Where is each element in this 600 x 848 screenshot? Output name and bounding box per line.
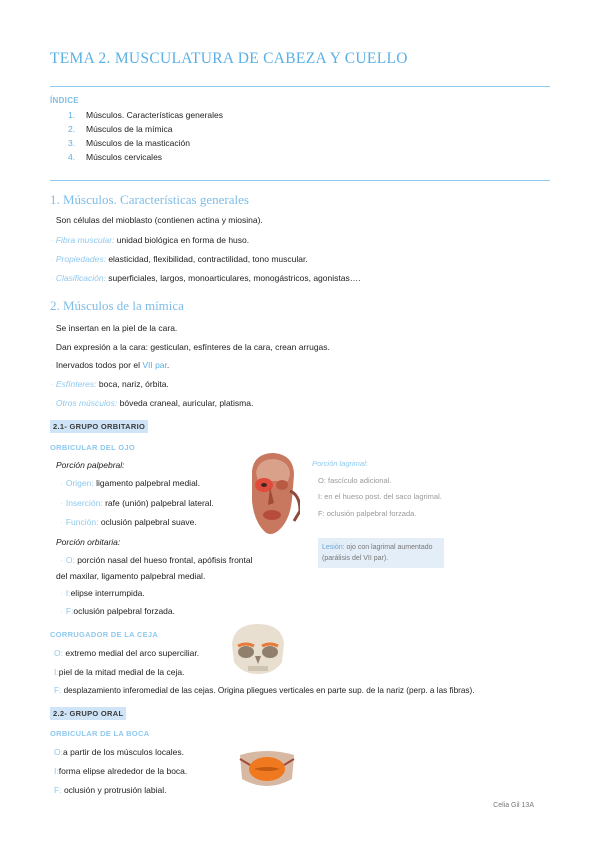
text-line: · I:elipse interrumpida. bbox=[60, 588, 145, 598]
lesion-note: Lesión: ojo con lagrimal aumentado (parálisis del VII par). bbox=[318, 538, 444, 568]
text-line: I: en el hueso post. del saco lagrimal. bbox=[318, 492, 442, 501]
text-line: · Inserción: rafe (unión) palpebral lateral. bbox=[60, 498, 214, 508]
text-line: · Son células del mioblasto (contienen actina y miosina). bbox=[50, 215, 263, 225]
vii-par-link: VII par bbox=[142, 360, 167, 370]
portion-label: Porción lagrimal: bbox=[312, 459, 368, 468]
text-line: F: oclusión palpebral forzada. bbox=[318, 509, 417, 518]
text-line: · Otros músculos: bóveda craneal, auricular, platisma. bbox=[50, 398, 254, 408]
text-line: O: extremo medial del arco superciliar. bbox=[54, 648, 200, 658]
portion-label: Porción palpebral: bbox=[56, 460, 125, 470]
text-line: · Función: oclusión palpebral suave. bbox=[60, 517, 197, 527]
text-line: · Propiedades: elasticidad, flexibilidad, contractilidad, tono muscular. bbox=[50, 254, 308, 264]
mouth-muscle-image bbox=[236, 749, 298, 789]
footer-author: Celia Gil 13A bbox=[493, 802, 534, 809]
section-heading: 2. Músculos de la mímica bbox=[50, 298, 184, 313]
text-line: · O: porción nasal del hueso frontal, apófisis frontal bbox=[60, 555, 253, 565]
divider bbox=[50, 86, 550, 87]
group-heading: 2.1- GRUPO ORBITARIO bbox=[50, 420, 148, 433]
text-line: · Se insertan en la piel de la cara. bbox=[50, 323, 178, 333]
group-heading: 2.2- GRUPO ORAL bbox=[50, 707, 126, 720]
text-line: · Fibra muscular: unidad biológica en forma de huso. bbox=[50, 235, 250, 245]
text-line: · Esfínteres: boca, nariz, órbita. bbox=[50, 379, 169, 389]
text-line: · Clasificación: superficiales, largos, monoarticulares, monogástricos, agonistas…. bbox=[50, 273, 361, 283]
text-line: F: oclusión y protrusión labial. bbox=[54, 785, 167, 795]
face-muscle-image bbox=[244, 451, 300, 537]
text-line: · Dan expresión a la cara: gesticulan, esfínteres de la cara, crean arrugas. bbox=[50, 342, 330, 352]
index-heading: ÍNDICE bbox=[50, 96, 79, 105]
text-line: · Inervados todos por el VII par. bbox=[50, 360, 170, 370]
divider bbox=[50, 180, 550, 181]
muscle-heading: CORRUGADOR DE LA CEJA bbox=[50, 630, 159, 639]
muscle-heading: ORBICULAR DEL OJO bbox=[50, 443, 135, 452]
index-item[interactable]: 2. Músculos de la mímica bbox=[68, 124, 173, 134]
index-item[interactable]: 1. Músculos. Características generales bbox=[68, 110, 224, 120]
page-title: TEMA 2. MUSCULATURA DE CABEZA Y CUELLO bbox=[50, 50, 408, 67]
text-line: O:a partir de los músculos locales. bbox=[54, 747, 184, 757]
text-line: · Origen: ligamento palpebral medial. bbox=[60, 478, 201, 488]
index-item[interactable]: 4. Músculos cervicales bbox=[68, 152, 163, 162]
text-line: I:forma elipse alrededor de la boca. bbox=[54, 766, 188, 776]
text-line: del maxilar, ligamento palpebral medial. bbox=[56, 571, 206, 581]
section-heading: 1. Músculos. Características generales bbox=[50, 192, 249, 207]
text-line: · F:oclusión palpebral forzada. bbox=[60, 606, 175, 616]
text-line: O: fascículo adicional. bbox=[318, 476, 392, 485]
text-line: F: desplazamiento inferomedial de las cejas. Origina pliegues verticales en parte sup. de la nariz (perp. a las fibras). bbox=[54, 686, 475, 695]
index-item[interactable]: 3. Músculos de la masticación bbox=[68, 138, 190, 148]
muscle-heading: ORBICULAR DE LA BOCA bbox=[50, 729, 150, 738]
text-line: I:piel de la mitad medial de la ceja. bbox=[54, 667, 185, 677]
portion-label: Porción orbitaria: bbox=[56, 537, 121, 547]
skull-image bbox=[226, 622, 290, 676]
